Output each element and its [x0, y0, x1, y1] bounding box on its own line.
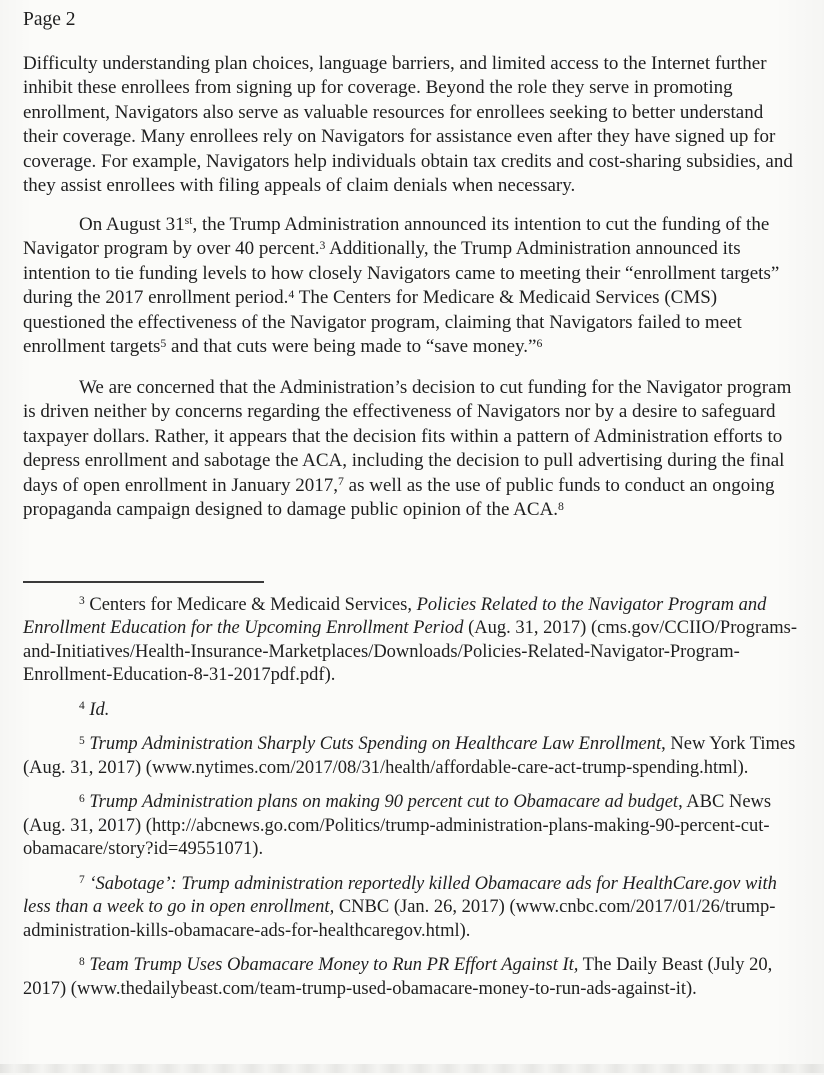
text-run: Additionally, the Trump Administration announced its intention to tie funding levels to how closely Navigators came to meeting their “enrollment targets” during the 2017 enrollment period.	[23, 238, 780, 308]
superscript-ref: 6	[536, 336, 543, 350]
footnote-7	[23, 873, 802, 944]
superscript-ref: 5	[160, 336, 167, 350]
italic-text-run: Policies Related to the Navigator Program and Enrollment Education for the Upcoming Enrollment Period	[23, 594, 767, 638]
italic-text-run: Trump Administration Sharply Cuts Spending on Healthcare Law Enrollment	[89, 734, 662, 754]
superscript-ref: 4	[288, 287, 295, 301]
footnote-6	[23, 791, 802, 862]
italic-text-run: Id.	[89, 699, 110, 720]
superscript-ref: st	[184, 214, 193, 228]
text-run: On August 31	[79, 213, 185, 235]
superscript-ref: 6	[79, 792, 85, 805]
text-run: (Aug. 31, 2017) (cms.gov/CCIIO/Programs-and-Initiatives/Health-Insurance-Marketplaces/Downloads/Policies-Related-Navigator-Program-Enrollment-Education-8-31-2017pdf.pdf).	[23, 618, 797, 685]
superscript-ref: 7	[79, 874, 85, 887]
text-run: The Centers for Medicare & Medicaid Services (CMS) questioned the effectiveness of the Navigator program, claiming that Navigators failed to meet enrollment targets	[23, 287, 742, 357]
body-paragraph-2	[23, 213, 802, 360]
footnote-5	[23, 733, 802, 780]
italic-text-run: ‘Sabotage’: Trump administration reportedly killed Obamacare ads for HealthCare.gov with less than a week to go in open enrollment,	[23, 873, 777, 917]
text-run: Difficulty understanding plan choices, language barriers, and limited access to the Internet further inhibit these enrollees from signing up for coverage. Beyond the role they serve in promoting enrollment, Navigators also serve as valuable resources for enrollees seeking to better understand their coverage. Many enrollees rely on Navigators for assistance even after they have signed up for coverage. For example, Navigators help individuals obtain tax credits and cost-sharing subsidies, and they assist enrollees with filing appeals of claim denials when necessary.	[23, 52, 793, 196]
text-run: CNBC (Jan. 26, 2017) (www.cnbc.com/2017/01/26/trump-administration-kills-obamacare-ads-for-healthcaregov.html).	[23, 897, 776, 941]
scan-artifact-band	[0, 1064, 824, 1073]
superscript-ref: 8	[79, 955, 85, 968]
superscript-ref: 3	[319, 238, 326, 252]
text-run: , New York Times (Aug. 31, 2017) (www.nytimes.com/2017/08/31/health/affordable-care-act-trump-spending.html).	[23, 734, 796, 778]
superscript-ref: 3	[79, 595, 85, 608]
text-run: , the Trump Administration announced its intention to cut the funding of the Navigator program by over 40 percent.	[23, 213, 770, 259]
superscript-ref: 5	[79, 734, 85, 747]
superscript-ref: 8	[558, 499, 564, 513]
footnote-divider	[23, 581, 264, 583]
italic-text-run: Trump Administration plans on making 90 percent cut to Obamacare ad budget	[89, 792, 679, 812]
text-run: Centers for Medicare & Medicaid Services,	[84, 594, 417, 615]
page-number: Page 2	[23, 9, 76, 30]
footnote-3	[23, 594, 802, 688]
body-paragraph-3	[23, 376, 802, 523]
superscript-ref: 4	[79, 700, 85, 713]
text-run: as well as the use of public funds to conduct an ongoing propaganda campaign designed to damage public opinion of the ACA.	[23, 474, 775, 520]
text-run: We are concerned that the Administration’s decision to cut funding for the Navigator program is driven neither by concerns regarding the effectiveness of Navigators nor by a desire to safeguard taxpayer dollars. Rather, it appears that the decision fits within a pattern of Administration efforts to depress enrollment and sabotage the ACA, including the decision to pull advertising during the final days of open enrollment in January 2017,	[23, 376, 792, 496]
text-run: , ABC News (Aug. 31, 2017) (http://abcnews.go.com/Politics/trump-administration-plans-making-90-percent-cut-obamacare/story?id=49551071).	[23, 792, 772, 859]
footnote-4	[23, 699, 802, 723]
footnote-8	[23, 954, 802, 1001]
text-run: and that cuts were being made to “save money.”	[166, 336, 537, 357]
superscript-ref: 7	[338, 475, 344, 489]
italic-text-run: Team Trump Uses Obamacare Money to Run PR Effort Against It,	[89, 955, 579, 975]
body-paragraph-1	[23, 52, 802, 199]
text-run: The Daily Beast (July 20, 2017) (www.thedailybeast.com/team-trump-used-obamacare-money-to-run-ads-against-it).	[23, 955, 773, 999]
